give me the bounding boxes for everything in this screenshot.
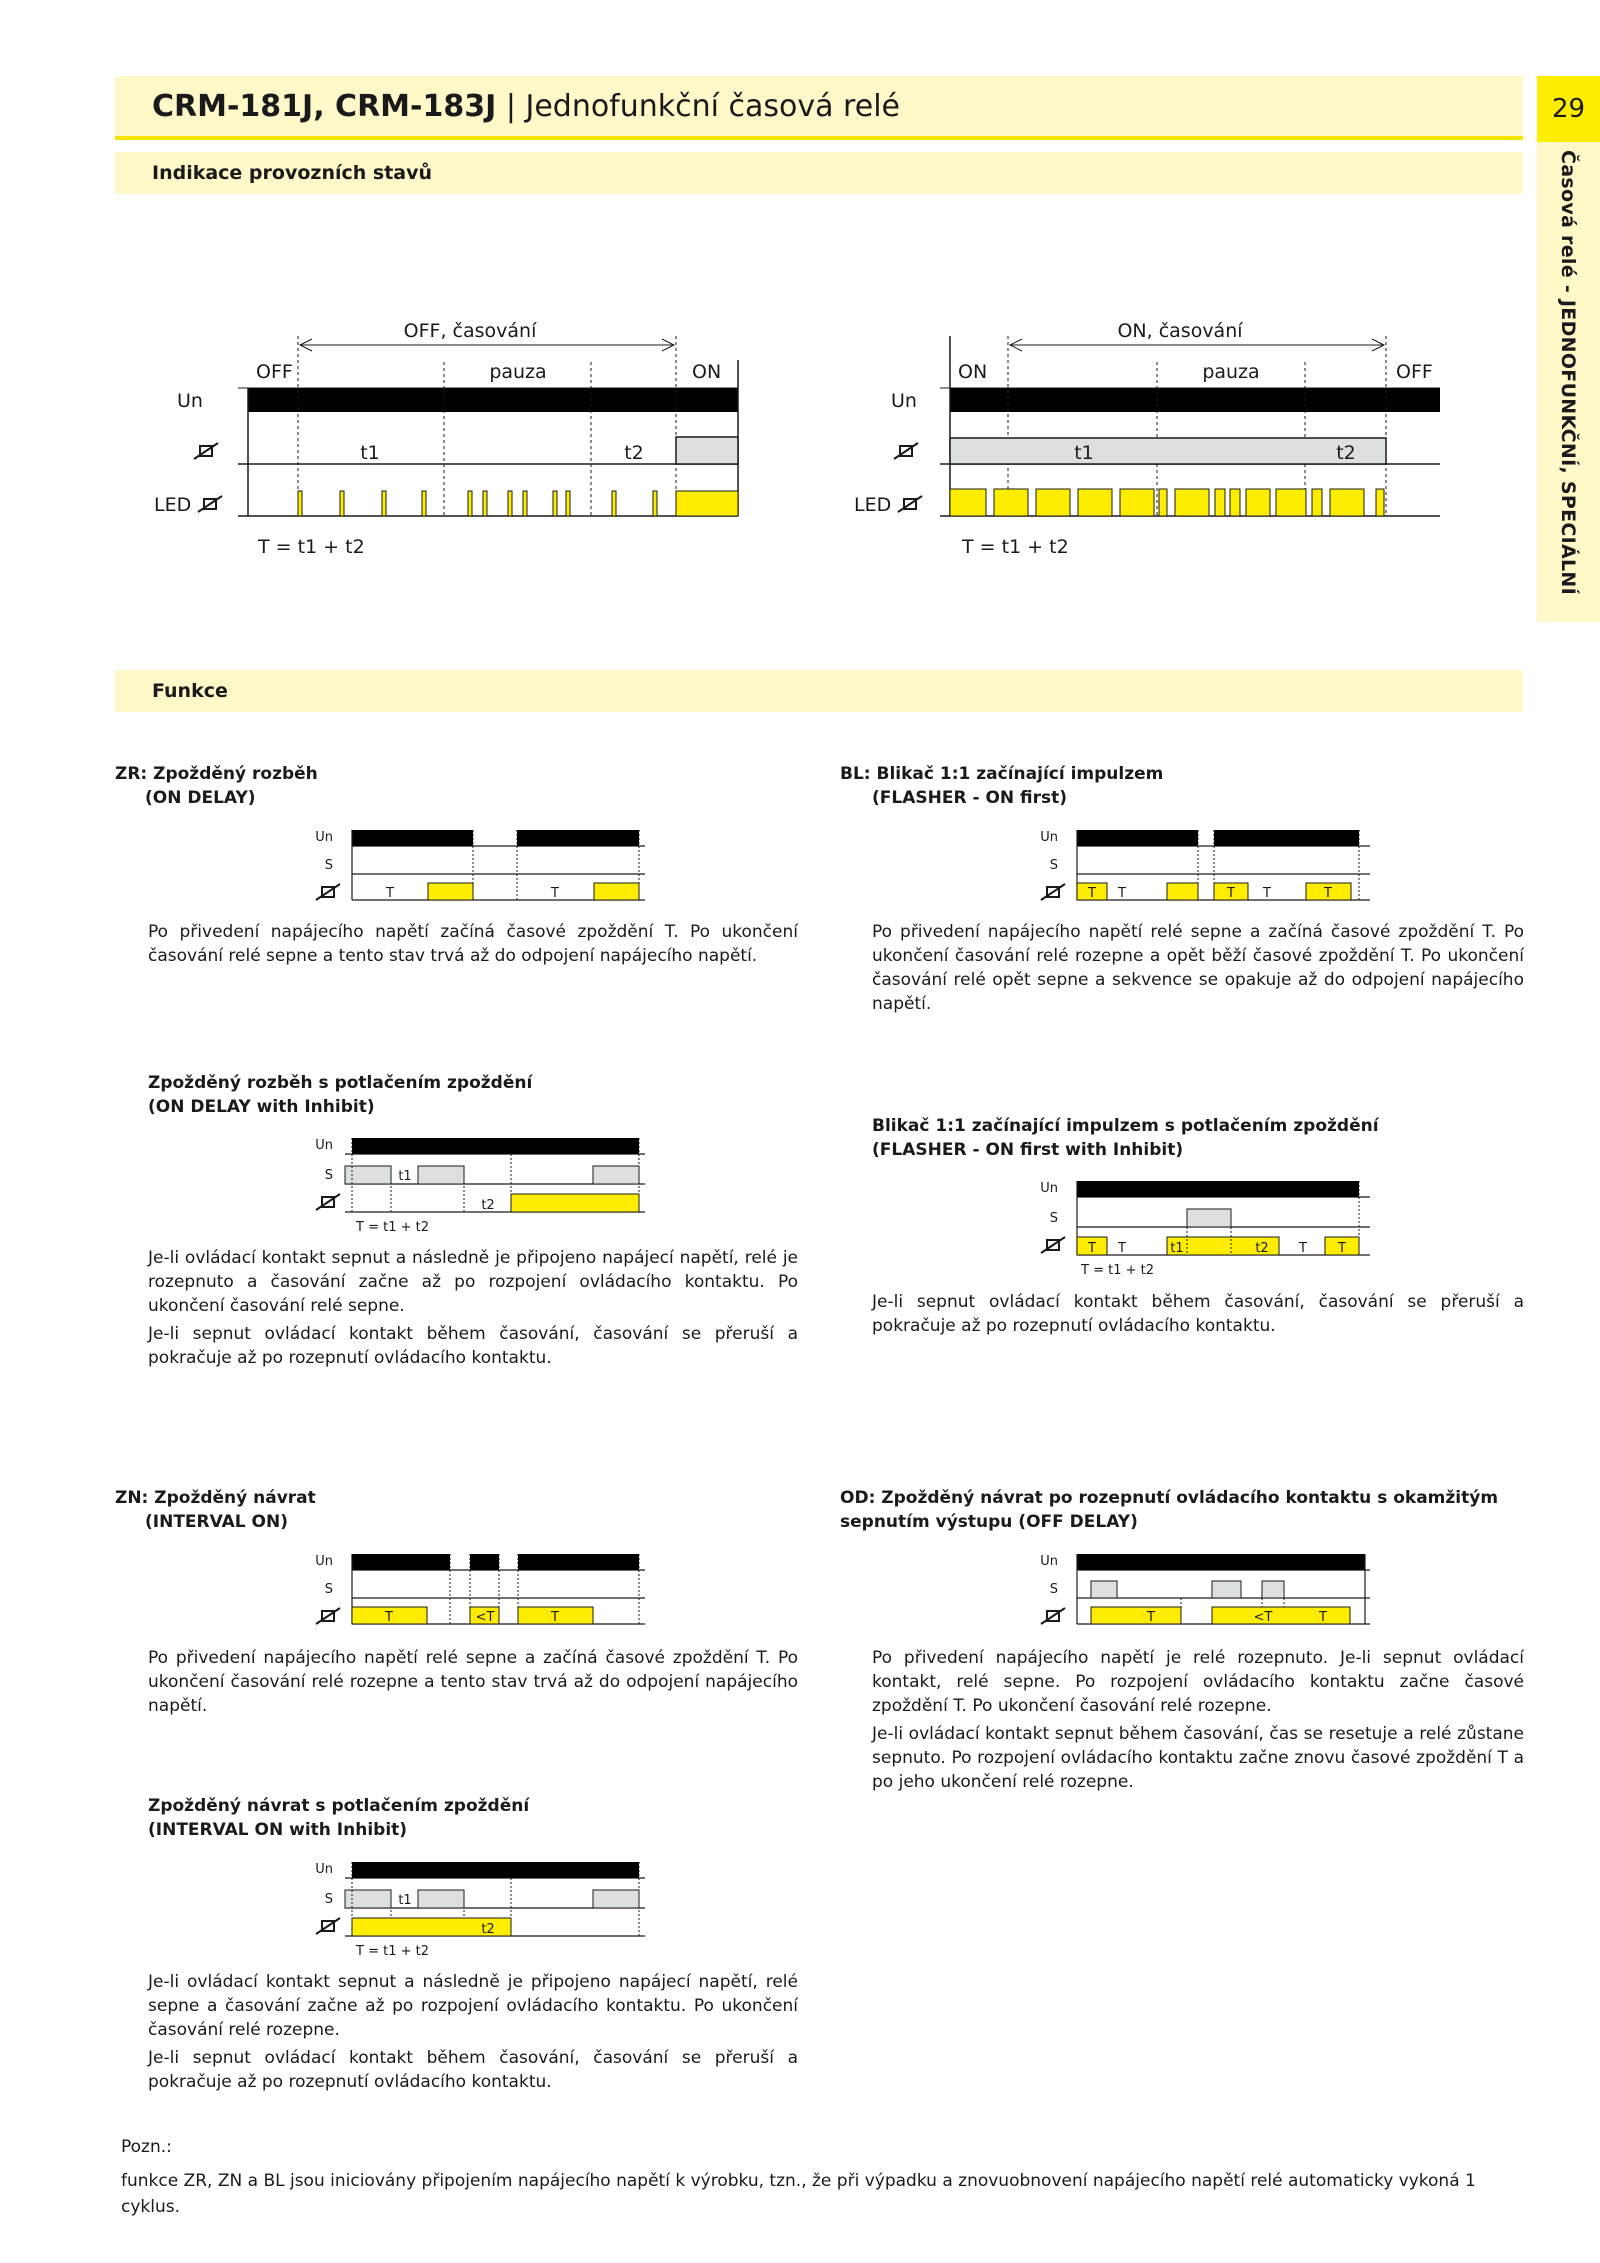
t1-label: t1 xyxy=(1074,442,1094,464)
relay-icon xyxy=(194,443,218,459)
led-blinks xyxy=(298,491,738,516)
zr-inhibit-diagram xyxy=(300,1130,660,1238)
row-label-un: Un xyxy=(177,390,203,412)
led-blinks xyxy=(950,489,1384,516)
svg-text:T = t1 + t2: T = t1 + t2 xyxy=(1081,1263,1154,1278)
svg-text:S: S xyxy=(1049,1211,1058,1226)
title-separator: | xyxy=(505,89,516,124)
zr-inhibit-name: Zpožděný rozběh s potlačením zpoždění xyxy=(148,1073,533,1093)
svg-text:<T: <T xyxy=(1253,1610,1273,1625)
formula-label: T = t1 + t2 xyxy=(258,536,365,558)
footnote-text: funkce ZR, ZN a BL jsou iniciovány připojením napájecího napětí k výrobku, tzn., že při výpadku a znovuobnovení napájecího napětí relé automaticky vykoná 1 cyklus. xyxy=(121,2171,1476,2217)
row-label-un: Un xyxy=(891,390,917,412)
svg-text:<T: <T xyxy=(475,1610,495,1625)
svg-text:S: S xyxy=(324,1892,333,1907)
un-bar xyxy=(248,388,738,412)
relay-on-bar xyxy=(950,438,1386,464)
led-indication-diagrams xyxy=(140,300,1520,570)
svg-text:t2: t2 xyxy=(1255,1241,1269,1256)
svg-text:T = t1 + t2: T = t1 + t2 xyxy=(356,1220,429,1235)
relay-icon xyxy=(316,1194,340,1210)
svg-text:S: S xyxy=(324,1168,333,1183)
svg-text:S: S xyxy=(324,1582,333,1597)
bl-diagram xyxy=(1025,822,1385,902)
svg-text:T = t1 + t2: T = t1 + t2 xyxy=(356,1944,429,1959)
od-diagram xyxy=(1025,1546,1385,1626)
page-number: 29 xyxy=(1537,76,1600,142)
led-diagram-right xyxy=(854,320,1440,558)
svg-text:Un: Un xyxy=(1040,830,1058,845)
svg-text:T: T xyxy=(551,1610,559,1625)
svg-text:T: T xyxy=(1324,886,1332,901)
svg-text:Un: Un xyxy=(315,1138,333,1153)
span-label: ON, časování xyxy=(1117,320,1243,342)
zn-description: Po přivedení napájecího napětí relé sepne a začíná časové zpoždění T. Po ukončení časování relé rozepne a tento stav trvá až do odpojení napájecího napětí. xyxy=(148,1648,798,1716)
footnote-label: Pozn.: xyxy=(121,2137,172,2157)
pause-label: pauza xyxy=(1202,361,1260,383)
relay-icon xyxy=(316,1918,340,1934)
svg-text:S: S xyxy=(1049,1582,1058,1597)
svg-text:t2: t2 xyxy=(481,1922,495,1937)
zr-inhibit-sub: (ON DELAY with Inhibit) xyxy=(148,1097,375,1117)
un-label: Un xyxy=(315,830,333,845)
relay-icon xyxy=(316,884,340,900)
od-name: OD: Zpožděný návrat po rozepnutí ovládacího kontaktu s okamžitým sepnutím výstupu (OFF DELAY) xyxy=(840,1488,1499,1532)
formula-label: T = t1 + t2 xyxy=(962,536,1069,558)
state-a-label: OFF xyxy=(256,361,293,383)
svg-text:T: T xyxy=(1299,1241,1307,1256)
bl-inhibit-name: Blikač 1:1 začínající impulzem s potlačením zpoždění xyxy=(872,1116,1379,1136)
zr-description: Po přivedení napájecího napětí začíná časové zpoždění T. Po ukončení časování relé sepne a tento stav trvá až do odpojení napájecího napětí. xyxy=(148,922,798,966)
svg-text:T: T xyxy=(551,886,559,901)
header-underline xyxy=(115,136,1523,140)
svg-text:T: T xyxy=(1088,886,1096,901)
svg-text:T: T xyxy=(1118,886,1126,901)
zn-inhibit-description: Je-li ovládací kontakt sepnut a následně je připojeno napájecí napětí, relé sepne a časování začne až po rozpojení ovládacího kontaktu. Po ukončení časování relé rozepne. Je-li sepnut ovládací kontakt během časování, časování se přeruší a pokračuje až po rozepnutí ovládacího kontaktu. xyxy=(148,1972,798,2092)
svg-text:Un: Un xyxy=(1040,1181,1058,1196)
svg-text:T: T xyxy=(1227,886,1235,901)
side-tab-label: Časová relé - JEDNOFUNKČNÍ, SPECIÁLNÍ xyxy=(1557,150,1579,596)
t2-label: t2 xyxy=(624,442,644,464)
svg-text:T: T xyxy=(385,1610,393,1625)
svg-text:T: T xyxy=(1118,1241,1126,1256)
svg-text:t2: t2 xyxy=(481,1198,495,1213)
state-b-label: ON xyxy=(692,361,722,383)
title-bold: CRM-181J, CRM-183J xyxy=(152,89,497,124)
relay-icon xyxy=(894,443,918,459)
pause-label: pauza xyxy=(489,361,547,383)
zn-inhibit-diagram xyxy=(300,1854,660,1962)
section-title-indication: Indikace provozních stavů xyxy=(152,162,433,184)
svg-text:Un: Un xyxy=(1040,1554,1058,1569)
zr-diagram xyxy=(300,822,660,902)
zn-name: ZN: Zpožděný návrat xyxy=(115,1488,316,1508)
svg-text:T: T xyxy=(1263,886,1271,901)
state-b-label: OFF xyxy=(1396,361,1433,383)
svg-text:S: S xyxy=(1049,858,1058,873)
t2-label: t2 xyxy=(1336,442,1356,464)
zn-inhibit-name: Zpožděný návrat s potlačením zpoždění xyxy=(148,1796,530,1816)
bl-inhibit-diagram xyxy=(1025,1173,1385,1281)
title-regular: Jednofunkční časová relé xyxy=(525,89,900,124)
t1-label: t1 xyxy=(360,442,380,464)
relay-icon xyxy=(1041,1237,1065,1253)
relay-icon xyxy=(198,496,222,512)
bl-sub: (FLASHER - ON first) xyxy=(872,788,1068,808)
svg-text:Un: Un xyxy=(315,1554,333,1569)
zn-diagram xyxy=(300,1546,660,1626)
led-diagram-left xyxy=(154,320,738,558)
svg-text:T: T xyxy=(1147,1610,1155,1625)
section-bar-functions xyxy=(115,670,1523,712)
row-label-led: LED xyxy=(854,494,892,516)
span-label: OFF, časování xyxy=(403,320,537,342)
svg-text:T: T xyxy=(386,886,394,901)
svg-text:T: T xyxy=(1088,1241,1096,1256)
bl-inhibit-sub: (FLASHER - ON first with Inhibit) xyxy=(872,1140,1184,1160)
state-a-label: ON xyxy=(958,361,988,383)
section-title-functions: Funkce xyxy=(152,680,228,702)
relay-icon xyxy=(898,496,922,512)
od-description: Po přivedení napájecího napětí je relé rozepnuto. Je-li sepnut ovládací kontakt, relé sepne. Po rozpojení ovládacího kontaktu začne časové zpoždění T. Po ukončení časování relé rozepne. Je-li ovládací kontakt sepnut během časování, čas se resetuje a relé zůstane sepnuto. Po rozpojení ovládacího kontaktu začne znovu časové zpoždění T a po jeho ukončení relé rozepne. xyxy=(872,1648,1524,1792)
relay-on-bar xyxy=(676,437,738,464)
zn-inhibit-sub: (INTERVAL ON with Inhibit) xyxy=(148,1820,408,1840)
row-label-led: LED xyxy=(154,494,192,516)
relay-icon xyxy=(316,1608,340,1624)
svg-text:Un: Un xyxy=(315,1862,333,1877)
zr-name: ZR: Zpožděný rozběh xyxy=(115,764,318,784)
page-title xyxy=(152,88,900,126)
relay-icon xyxy=(1041,1608,1065,1624)
bl-inhibit-description: Je-li sepnut ovládací kontakt během časování, časování se přeruší a pokračuje až po rozepnutí ovládacího kontaktu. xyxy=(872,1292,1524,1336)
zn-sub: (INTERVAL ON) xyxy=(145,1512,288,1532)
zr-sub: (ON DELAY) xyxy=(145,788,256,808)
zr-inhibit-description: Je-li ovládací kontakt sepnut a následně je připojeno napájecí napětí, relé je rozepnuto a časování začne až po rozpojení ovládacího kontaktu. Po ukončení časování relé sepne. Je-li sepnut ovládací kontakt během časování, časování se přeruší a pokračuje až po rozepnutí ovládacího kontaktu. xyxy=(148,1248,798,1368)
un-bar xyxy=(950,388,1440,412)
bl-name: BL: Blikač 1:1 začínající impulzem xyxy=(840,764,1164,784)
svg-text:t1: t1 xyxy=(398,1169,412,1184)
svg-text:t1: t1 xyxy=(398,1893,412,1908)
svg-text:T: T xyxy=(1338,1241,1346,1256)
svg-text:T: T xyxy=(1319,1610,1327,1625)
s-label: S xyxy=(324,858,333,873)
relay-icon xyxy=(1041,884,1065,900)
svg-text:t1: t1 xyxy=(1170,1241,1184,1256)
bl-description: Po přivedení napájecího napětí relé sepne a začíná časové zpoždění T. Po ukončení časování relé rozepne a opět běží časové zpoždění T. Po ukončení časování relé opět sepne a sekvence se opakuje až do odpojení napájecího napětí. xyxy=(872,922,1524,1014)
